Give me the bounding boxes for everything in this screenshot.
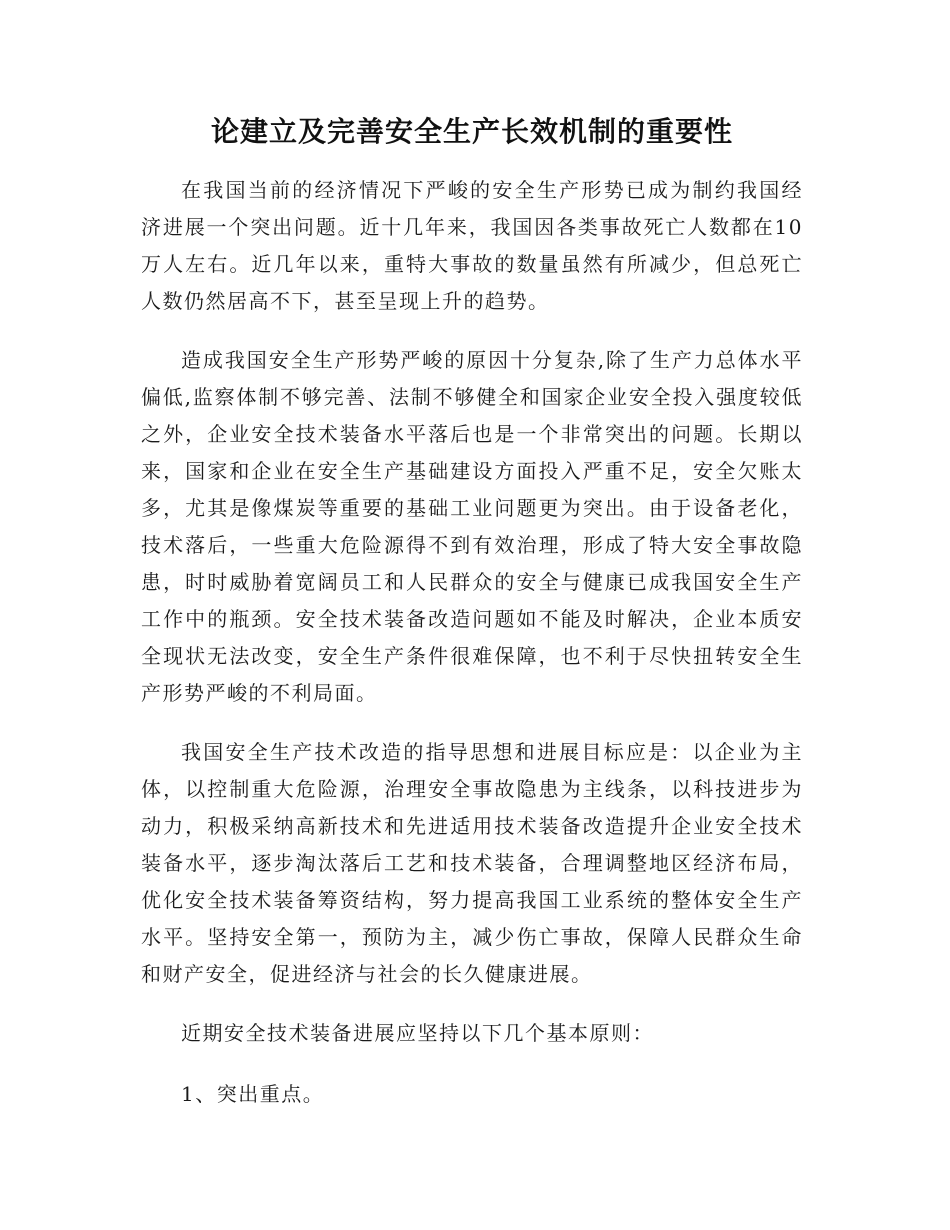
paragraph-4: 近期安全技术装备进展应坚持以下几个基本原则： <box>181 1021 654 1045</box>
document-title: 论建立及完善安全生产长效机制的重要性 <box>210 115 733 148</box>
paragraph-2: 造成我国安全生产形势严峻的原因十分复杂,除了生产力总体水平偏低,监察体制不够完善、法制不够健全和国家企业安全投入强度较低之外，企业安全技术装备水平落后也是一个非常突出的问题。长期以来，国家和企业在安全生产基础建设方面投入严重不足，安全欠账太多，尤其是像煤炭等重要的基础工业问题更为突出。由于设备老化，技术落后，一些重大危险源得不到有效治理，形成了特大安全事故隐患，时时威胁着宽阔员工和人民群众的安全与健康已成我国安全生产工作中的瓶颈。安全技术装备改造问题如不能及时解决，企业本质安全现状无法改变，安全生产条件很难保障，也不利于尽快扭转安全生产形势严峻的不利局面。 <box>141 348 803 705</box>
paragraph-1: 在我国当前的经济情况下严峻的安全生产形势已成为制约我国经济进展一个突出问题。近十几年来，我国因各类事故死亡人数都在10万人左右。近几年以来，重特大事故的数量虽然有所减少，但总死亡人数仍然居高不下，甚至呈现上升的趋势。 <box>141 178 803 313</box>
paragraph-3: 我国安全生产技术改造的指导思想和进展目标应是：以企业为主体，以控制重大危险源，治理安全事故隐患为主线条，以科技进步为动力，积极采纳高新技术和先进适用技术装备改造提升企业安全技术装备水平，逐步淘汰落后工艺和技术装备，合理调整地区经济布局，优化安全技术装备筹资结构，努力提高我国工业系统的整体安全生产水平。坚持安全第一，预防为主，减少伤亡事故，保障人民群众生命和财产安全，促进经济与社会的长久健康进展。 <box>141 740 803 986</box>
document-body <box>141 108 803 1137</box>
paragraph-5: 1、突出重点。 <box>181 1082 325 1106</box>
